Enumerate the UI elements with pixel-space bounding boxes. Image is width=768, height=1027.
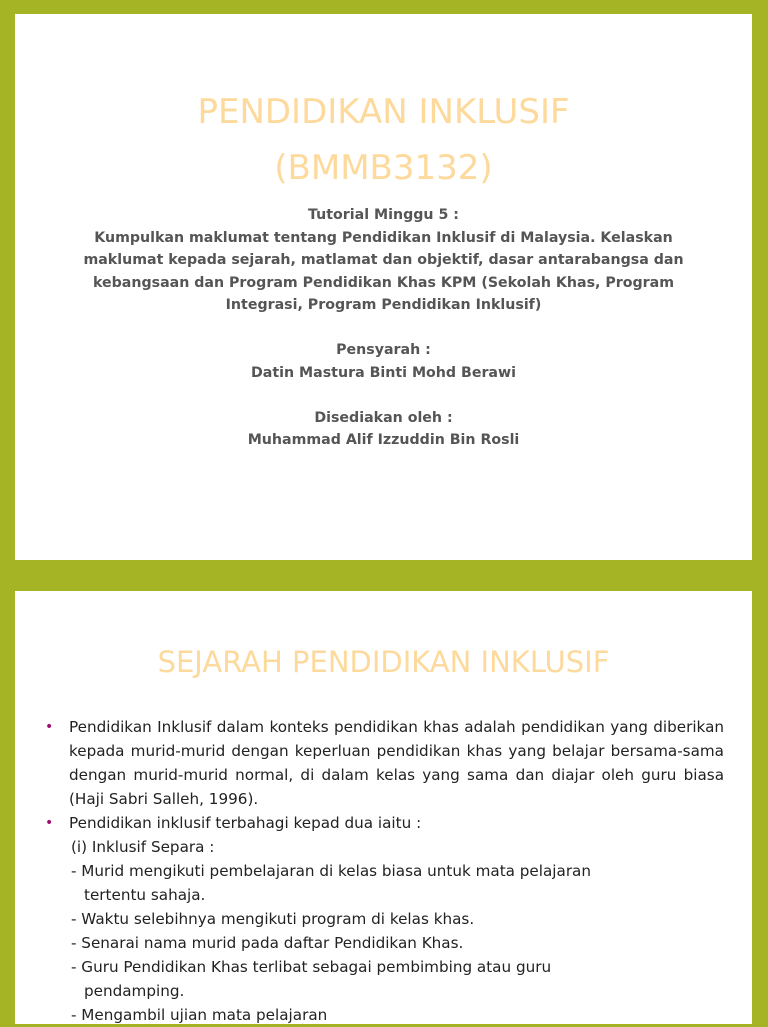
list-item-continuation: tertentu sahaja.	[84, 886, 206, 904]
history-slide	[15, 591, 752, 1024]
bullet-item	[43, 811, 724, 835]
lecturer-label: Pensyarah :	[336, 342, 431, 358]
title-line-2: (BMMB3132)	[274, 148, 493, 188]
task-text: Kumpulkan maklumat tentang Pendidikan Inklusif di Malaysia. Kelaskan maklumat kepada sejarah, matlamat dan objektif, dasar antarabangsa dan kebangsaan dan Program Pendidikan Khas KPM (Sekolah Khas, Program Integrasi, Program Pendidikan Inklusif)	[83, 229, 684, 313]
slide-title	[15, 84, 752, 196]
list-item	[43, 955, 724, 1003]
slide-info	[65, 204, 702, 452]
list-item-text: - Senarai nama murid pada daftar Pendidikan Khas.	[71, 934, 464, 952]
list-item-text: - Mengambil ujian mata pelajaran	[71, 1006, 328, 1024]
list-item-text: - Guru Pendidikan Khas terlibat sebagai pembimbing atau guru	[71, 958, 552, 976]
slide-title: SEJARAH PENDIDIKAN INKLUSIF	[157, 645, 610, 679]
list-item-text: - Waktu selebihnya mengikuti program di kelas khas.	[71, 910, 475, 928]
list-item-text: - Murid mengikuti pembelajaran di kelas biasa untuk mata pelajaran	[71, 862, 591, 880]
title-line-1: PENDIDIKAN INKLUSIF	[197, 92, 570, 132]
list-item-continuation: pendamping.	[84, 982, 185, 1000]
tutorial-label: Tutorial Minggu 5 :	[308, 207, 459, 223]
bullet-text: Pendidikan inklusif terbahagi kepad dua iaitu :	[69, 814, 422, 832]
bullet-icon: •	[45, 719, 54, 735]
bullet-icon: •	[45, 815, 54, 831]
prepared-label: Disediakan oleh :	[314, 409, 453, 426]
list-item	[43, 931, 724, 955]
bullet-item	[43, 715, 724, 811]
bullet-text: Pendidikan Inklusif dalam konteks pendidikan khas adalah pendidikan yang diberikan kepada murid-murid dengan keperluan pendidikan khas yang belajar bersama-sama dengan murid-murid normal, di dalam kelas yang sama dan diajar oleh guru biasa (Haji Sabri Salleh, 1996).	[69, 718, 724, 808]
lecturer-name: Datin Mastura Binti Mohd Berawi	[251, 364, 516, 381]
title-slide	[15, 14, 752, 560]
list-item	[43, 859, 724, 907]
slide-content	[43, 715, 724, 1027]
subheading: (i) Inklusif Separa :	[71, 838, 215, 856]
list-item	[43, 1003, 724, 1027]
prepared-name: Muhammad Alif Izzuddin Bin Rosli	[247, 432, 520, 448]
list-item	[43, 907, 724, 931]
